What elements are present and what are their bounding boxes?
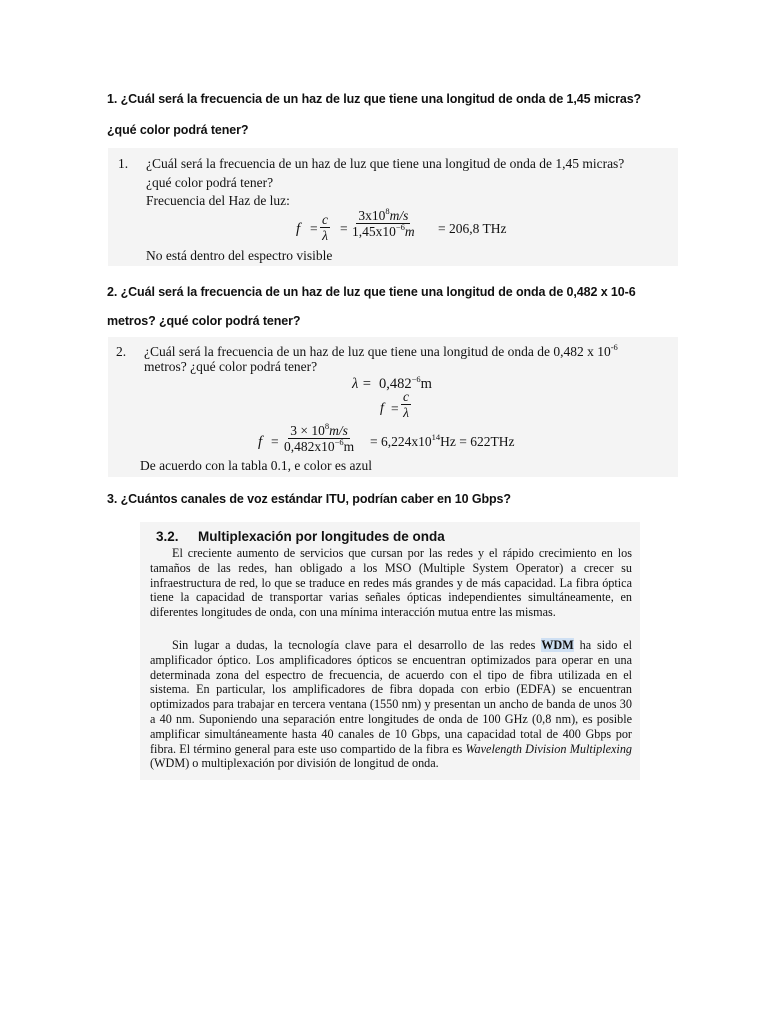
scan-2-num-unit: m/s [329,423,348,438]
scan-1-num-base: 3x10 [358,208,386,223]
scan-2-num-base: 3 × 10 [290,423,325,438]
scan-1-eq-2: = [340,221,348,236]
scan-1-eq: = [310,221,318,236]
paragraph-2 [150,638,632,771]
scan-1-lambda: λ [322,228,328,243]
paragraph-1: El creciente aumento de servicios que cursan por las redes y el rápido crecimiento en los tamaños de las redes, han obligado a los MSO (Multiple System Operator) a crecer su infraestructura de red, lo que se traduce en redes más grandes y de más capacidad. La fibra óptica tiene la capacidad de transportar varias señales ópticas independientes simultáneamente, en diferentes longitudes de onda, con una mínima interacción mutua entre las mismas. [150,546,632,620]
paragraph-2-part-b: ha sido el amplificador óptico. Los amplificadores ópticos se encuentran optimizados para operar en una determinada zona del espectro de frecuencia, de acuerdo con el tipo de fibra utilizada en el sistema. En particular, los amplificadores de fibra dopada con erbio (EDFA) se encuentran optimizados para trabajar en tercera ventana (1550 nm) y presentan un ancho de banda de unos 30 a 40 nm. Suponiendo una separación entre longitudes de onda de 100 GHz (0,8 nm), es posible amplificar simultáneamente hasta 40 canales de 10 Gbps, una capacidad total de 400 Gbps por fibra. El término general para este uso compartido de la fibra es [150,638,632,756]
scan-2-lambda-exp: −6 [411,374,421,384]
paragraph-2-part-c: (WDM) o multiplexación por división de longitud de onda. [150,756,439,771]
scan-2-c: c [403,389,409,404]
section-number: 3.2. [156,529,179,544]
question-1-line-1: 1. ¿Cuál será la frecuencia de un haz de luz que tiene una longitud de onda de 1,45 micras? [107,92,642,106]
scan-1-line-3: Frecuencia del Haz de luz: [146,193,290,208]
scan-2-eq-top: = [391,401,399,416]
scan-2-lambda-val: 0,482 [378,376,412,392]
section-title: Multiplexación por longitudes de onda [198,529,445,544]
scan-1-f: f [296,221,301,237]
scan-2-denominator [282,439,356,454]
scan-answer-1 [108,148,678,266]
scan-2-result-exp: 14 [431,432,441,442]
scan-1-num-unit: m/s [389,208,409,223]
scan-2-eq: = [271,434,279,449]
scan-1-line-2: ¿qué color podrá tener? [146,175,274,190]
scan-2-lambda: λ [403,405,409,420]
scan-answer-2 [108,337,678,477]
scan-2-number: 2. [116,344,127,359]
scan-1-c: c [322,212,328,227]
wdm-highlight: WDM [541,638,574,652]
scan-2-line-2: metros? ¿qué color podrá tener? [144,359,318,374]
scan-2-den-exp: −6 [334,437,344,447]
scan-1-result: = 206,8 THz [438,221,507,236]
scan-1-line-1: ¿Cuál será la frecuencia de un haz de luz que tiene una longitud de onda de 1,45 micras? [146,156,625,171]
scan-2-line-1-text: ¿Cuál será la frecuencia de un haz de luz que tiene una longitud de onda de 0,482 x 10 [144,344,611,359]
scan-1-num-exp: 8 [385,206,390,216]
question-3: 3. ¿Cuántos canales de voz estándar ITU, podrían caber en 10 Gbps? [107,492,511,506]
scan-2-note: De acuerdo con la tabla 0.1, e color es azul [140,458,373,473]
scan-1-denominator [350,224,417,239]
scan-2-c-over-lambda [401,389,411,420]
question-2-line-2: metros? ¿qué color podrá tener? [107,314,301,328]
scan-2-den-base: 0,482x10 [284,439,335,454]
scan-2-f-top: f [380,401,384,416]
question-1-line-2: ¿qué color podrá tener? [107,123,249,137]
scan-2-den-unit: m [343,439,355,454]
scan-1-note: No está dentro del espectro visible [146,248,333,263]
scan-2-lambda-unit: m [420,376,432,392]
scan-2-fraction [282,423,356,454]
scan-1-fraction [350,208,417,239]
scan-1-c-over-lambda [320,212,330,243]
scan-2-line-1-exp: -6 [610,342,618,352]
question-2-line-1: 2. ¿Cuál será la frecuencia de un haz de luz que tiene una longitud de onda de 0,482 x 10-6 [107,285,636,299]
scan-2-num-exp: 8 [324,421,330,431]
scan-1-den-exp: −6 [395,222,405,232]
scan-1-den-base: 1,45x10 [352,224,396,239]
scan-2-result-a: = 6,224x10 [370,434,432,449]
scan-2-lambda-eq [352,376,432,393]
scan-2-result-b: Hz = 622THz [440,434,515,449]
paragraph-2-part-a: Sin lugar a dudas, la tecnología clave para el desarrollo de las redes [172,638,542,652]
paragraph-2-italic: Wavelength Division Multiplexing [465,741,633,756]
scan-2-line-1 [144,344,618,360]
scan-2-f: f [258,434,263,450]
scan-2-result [370,434,514,450]
scan-2-lambda-lhs: λ = [352,376,372,392]
scan-answer-3 [140,522,640,780]
scan-1-number: 1. [118,156,129,171]
scan-1-den-unit: m [404,224,415,239]
